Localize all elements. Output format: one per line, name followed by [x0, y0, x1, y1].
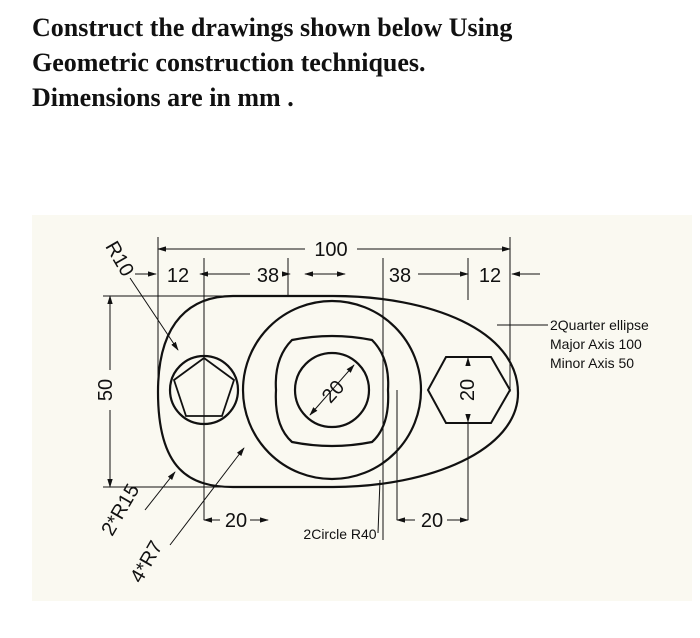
label-2r15: 2*R15: [97, 480, 145, 540]
instruction-line-2: Geometric construction techniques.: [32, 48, 426, 77]
label-circle-r40: 2Circle R40: [303, 526, 377, 542]
ellipse-note-line-2: Major Axis 100: [550, 336, 642, 352]
dim-overall-100: 100: [314, 239, 348, 261]
instruction-line-3: Dimensions are in mm .: [32, 83, 294, 112]
leader-lines: [130, 278, 380, 545]
dim-bottom-left-20: 20: [224, 510, 248, 532]
dim-right-12: 12: [478, 265, 502, 287]
dim-center-circle-20: 20: [317, 376, 350, 408]
instruction-line-1: Construct the drawings shown below Using: [32, 13, 513, 42]
ellipse-note-line-1: 2Quarter ellipse: [550, 317, 649, 333]
dim-height-50: 50: [95, 378, 117, 402]
dim-bottom-right-20: 20: [420, 510, 444, 532]
dim-mid-right-38: 38: [388, 265, 412, 287]
ellipse-note-line-3: Minor Axis 50: [550, 355, 635, 371]
label-r10: R10: [100, 237, 138, 281]
label-4r7: 4*R7: [126, 537, 168, 587]
dim-left-12: 12: [166, 265, 190, 287]
dim-hexagon-20: 20: [457, 378, 479, 402]
dim-mid-left-38: 38: [256, 265, 280, 287]
